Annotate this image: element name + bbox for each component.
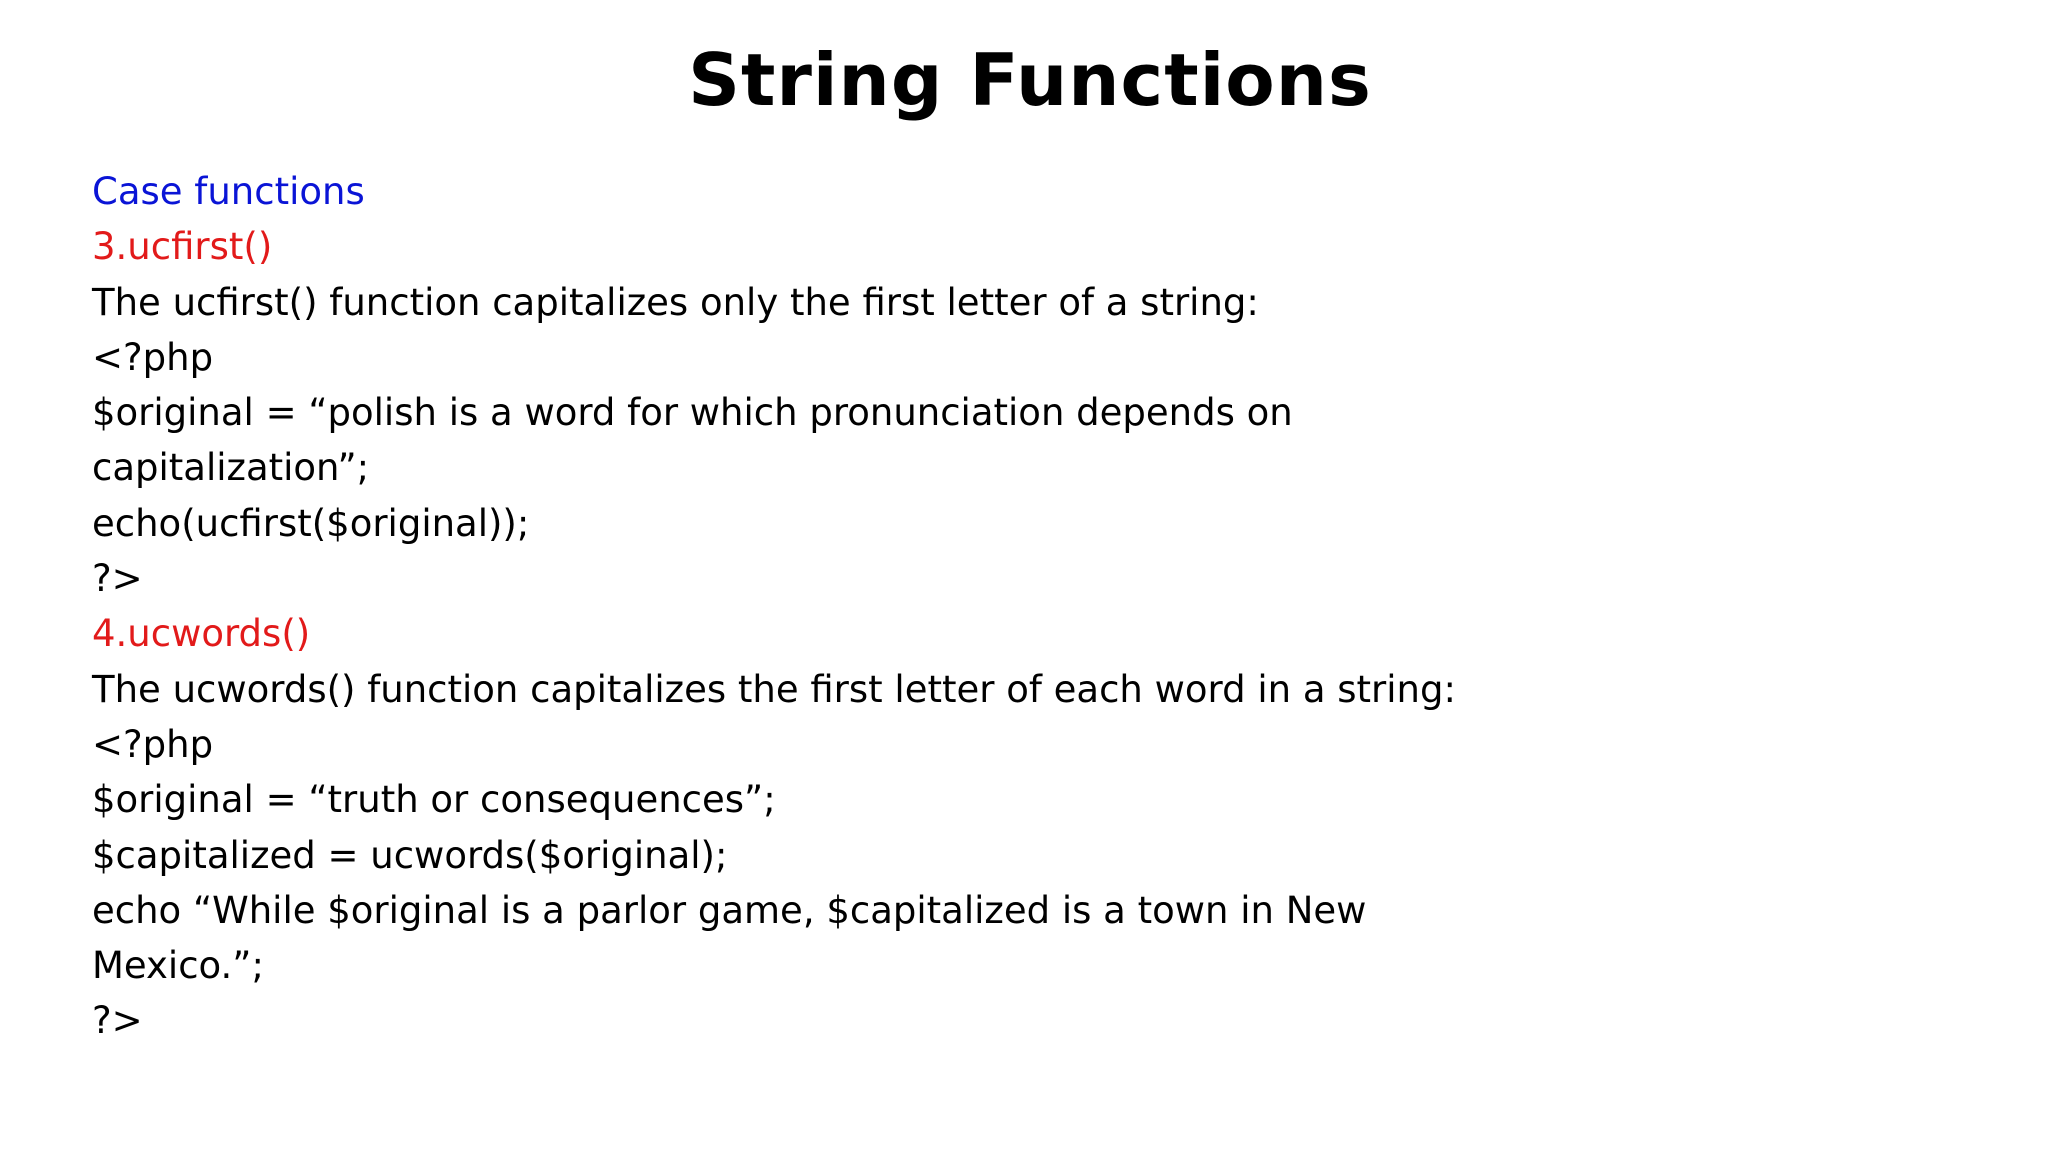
ucfirst-heading: 3.ucfirst() <box>92 225 273 269</box>
ucwords-heading: 4.ucwords() <box>92 612 311 656</box>
ucwords-code-line: ?> <box>92 999 143 1043</box>
ucwords-code-line: $original = “truth or consequences”; <box>92 778 776 822</box>
section-heading: Case functions <box>92 170 365 213</box>
ucfirst-code-line: <?php <box>92 335 214 379</box>
ucfirst-code-line: echo(ucfirst($original)); <box>92 501 530 545</box>
ucfirst-description: The ucfirst() function capitalizes only the first letter of a string: <box>92 280 1259 324</box>
ucwords-code-line: <?php <box>92 722 214 766</box>
slide-body <box>92 164 1992 1049</box>
slide-title: String Functions <box>688 38 1372 122</box>
ucfirst-code-line: capitalization”; <box>92 446 370 490</box>
ucwords-code-line: $capitalized = ucwords($original); <box>92 833 728 877</box>
ucfirst-code-line: ?> <box>92 557 143 601</box>
ucwords-code-line: Mexico.”; <box>92 944 264 988</box>
ucfirst-code-line: $original = “polish is a word for which pronunciation depends on <box>92 391 1293 435</box>
ucwords-code-line: echo “While $original is a parlor game, $capitalized is a town in New <box>92 888 1367 932</box>
ucwords-description: The ucwords() function capitalizes the first letter of each word in a string: <box>92 667 1456 711</box>
